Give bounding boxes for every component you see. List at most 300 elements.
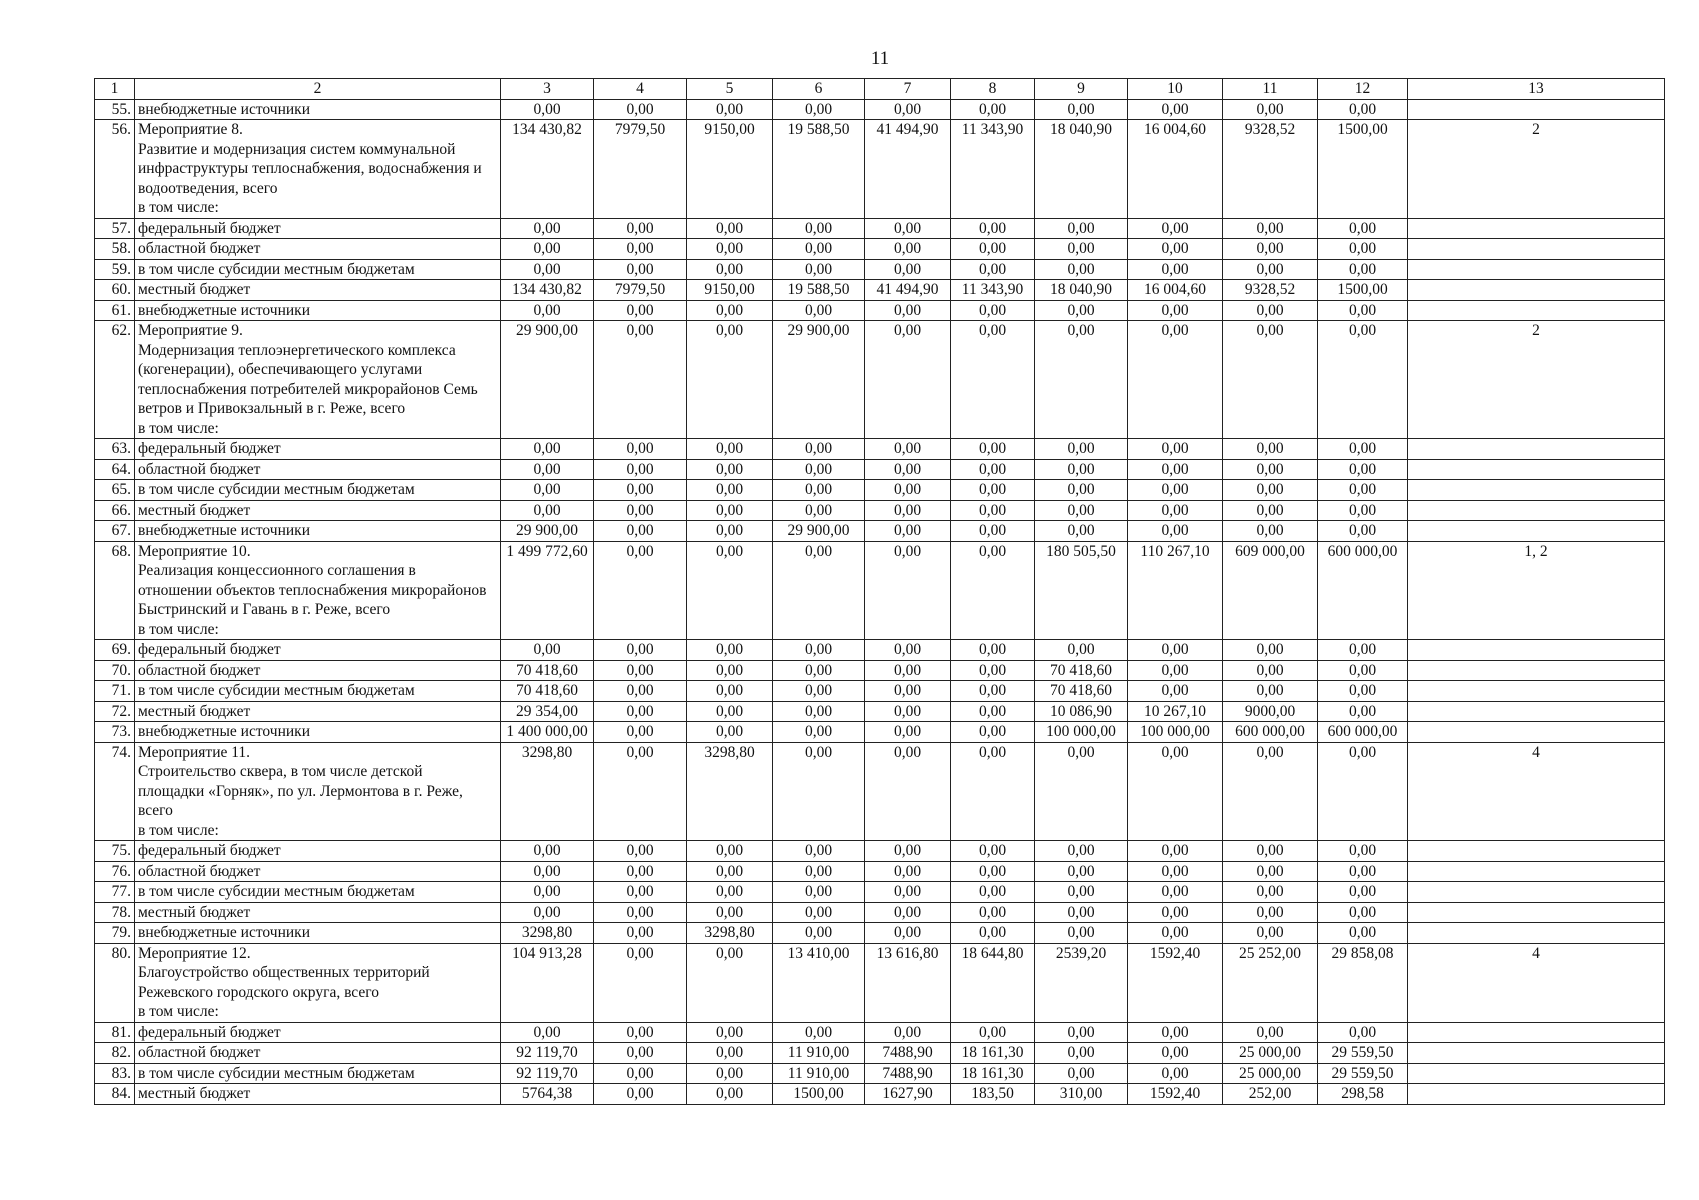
column-header-10: 10 bbox=[1128, 79, 1223, 100]
value-cell-col-5: 0,00 bbox=[687, 99, 773, 120]
value-cell-col-11: 0,00 bbox=[1223, 882, 1318, 903]
value-cell-col-5: 0,00 bbox=[687, 239, 773, 260]
value-cell-col-3: 0,00 bbox=[501, 99, 594, 120]
table-row bbox=[95, 280, 1665, 301]
value-cell-col-8: 0,00 bbox=[951, 99, 1035, 120]
target-reference-cell bbox=[1408, 459, 1665, 480]
value-cell-col-12: 0,00 bbox=[1318, 521, 1408, 542]
value-cell-col-7: 41 494,90 bbox=[865, 280, 951, 301]
value-cell-col-11: 25 000,00 bbox=[1223, 1063, 1318, 1084]
row-description bbox=[135, 541, 501, 640]
row-description bbox=[135, 882, 501, 903]
value-cell-col-10: 16 004,60 bbox=[1128, 120, 1223, 219]
description-line: в том числе: bbox=[138, 419, 219, 437]
target-reference-cell bbox=[1408, 480, 1665, 501]
value-cell-col-8: 0,00 bbox=[951, 218, 1035, 239]
value-cell-col-3: 70 418,60 bbox=[501, 681, 594, 702]
description-line: Мероприятие 11. bbox=[138, 743, 251, 761]
description-line: в том числе субсидии местным бюджетам bbox=[138, 260, 415, 278]
row-number: 82. bbox=[95, 1043, 135, 1064]
value-cell-col-5: 9150,00 bbox=[687, 280, 773, 301]
value-cell-col-10: 0,00 bbox=[1128, 259, 1223, 280]
value-cell-col-3: 0,00 bbox=[501, 500, 594, 521]
value-cell-col-7: 0,00 bbox=[865, 239, 951, 260]
value-cell-col-6: 0,00 bbox=[773, 861, 865, 882]
row-description bbox=[135, 99, 501, 120]
value-cell-col-10: 0,00 bbox=[1128, 459, 1223, 480]
value-cell-col-6: 0,00 bbox=[773, 218, 865, 239]
value-cell-col-4: 0,00 bbox=[594, 701, 687, 722]
value-cell-col-3: 1 499 772,60 bbox=[501, 541, 594, 640]
value-cell-col-6: 0,00 bbox=[773, 1022, 865, 1043]
row-description bbox=[135, 500, 501, 521]
value-cell-col-6: 29 900,00 bbox=[773, 521, 865, 542]
value-cell-col-4: 0,00 bbox=[594, 459, 687, 480]
target-reference-cell bbox=[1408, 681, 1665, 702]
value-cell-col-7: 0,00 bbox=[865, 681, 951, 702]
table-row bbox=[95, 841, 1665, 862]
value-cell-col-5: 0,00 bbox=[687, 439, 773, 460]
table-row bbox=[95, 521, 1665, 542]
row-description bbox=[135, 218, 501, 239]
value-cell-col-7: 0,00 bbox=[865, 923, 951, 944]
description-line: внебюджетные источники bbox=[138, 723, 310, 740]
row-description bbox=[135, 521, 501, 542]
value-cell-col-4: 0,00 bbox=[594, 861, 687, 882]
value-cell-col-4: 0,00 bbox=[594, 259, 687, 280]
value-cell-col-10: 0,00 bbox=[1128, 640, 1223, 661]
value-cell-col-9: 100 000,00 bbox=[1035, 722, 1128, 743]
value-cell-col-8: 11 343,90 bbox=[951, 120, 1035, 219]
description-line: областной бюджет bbox=[138, 661, 261, 679]
value-cell-col-9: 18 040,90 bbox=[1035, 120, 1128, 219]
column-header-8: 8 bbox=[951, 79, 1035, 100]
value-cell-col-5: 0,00 bbox=[687, 218, 773, 239]
value-cell-col-3: 0,00 bbox=[501, 480, 594, 501]
value-cell-col-8: 11 343,90 bbox=[951, 280, 1035, 301]
value-cell-col-6: 29 900,00 bbox=[773, 321, 865, 439]
value-cell-col-3: 0,00 bbox=[501, 459, 594, 480]
value-cell-col-8: 0,00 bbox=[951, 640, 1035, 661]
value-cell-col-10: 0,00 bbox=[1128, 239, 1223, 260]
value-cell-col-3: 0,00 bbox=[501, 882, 594, 903]
column-header-9: 9 bbox=[1035, 79, 1128, 100]
value-cell-col-7: 0,00 bbox=[865, 841, 951, 862]
value-cell-col-3: 104 913,28 bbox=[501, 943, 594, 1022]
description-line: Режевского городского округа, всего bbox=[138, 983, 379, 1001]
value-cell-col-12: 0,00 bbox=[1318, 218, 1408, 239]
description-line: инфраструктуры теплоснабжения, водоснабжения и bbox=[138, 160, 482, 177]
value-cell-col-4: 0,00 bbox=[594, 99, 687, 120]
value-cell-col-12: 0,00 bbox=[1318, 640, 1408, 661]
value-cell-col-12: 0,00 bbox=[1318, 321, 1408, 439]
description-line: местный бюджет bbox=[138, 702, 251, 720]
value-cell-col-3: 29 900,00 bbox=[501, 521, 594, 542]
value-cell-col-11: 0,00 bbox=[1223, 1022, 1318, 1043]
row-description bbox=[135, 902, 501, 923]
table-row bbox=[95, 1043, 1665, 1064]
description-line: в том числе: bbox=[138, 199, 219, 216]
value-cell-col-7: 0,00 bbox=[865, 480, 951, 501]
value-cell-col-11: 0,00 bbox=[1223, 321, 1318, 439]
table-body bbox=[95, 99, 1665, 1104]
description-line: в том числе субсидии местным бюджетам bbox=[138, 481, 415, 498]
value-cell-col-4: 0,00 bbox=[594, 660, 687, 681]
description-line: внебюджетные источники bbox=[138, 100, 310, 118]
table-row bbox=[95, 459, 1665, 480]
row-description bbox=[135, 1022, 501, 1043]
value-cell-col-10: 0,00 bbox=[1128, 841, 1223, 862]
value-cell-col-7: 41 494,90 bbox=[865, 120, 951, 219]
row-number: 60. bbox=[95, 280, 135, 301]
description-line: Развитие и модернизация систем коммунальной bbox=[138, 140, 456, 158]
description-line: (когенерации), обеспечивающего услугами bbox=[138, 361, 423, 378]
value-cell-col-5: 0,00 bbox=[687, 882, 773, 903]
description-line: федеральный бюджет bbox=[138, 641, 281, 658]
value-cell-col-6: 0,00 bbox=[773, 923, 865, 944]
value-cell-col-6: 0,00 bbox=[773, 500, 865, 521]
row-description bbox=[135, 742, 501, 841]
value-cell-col-6: 0,00 bbox=[773, 660, 865, 681]
value-cell-col-9: 0,00 bbox=[1035, 500, 1128, 521]
value-cell-col-8: 0,00 bbox=[951, 882, 1035, 903]
target-reference-cell bbox=[1408, 99, 1665, 120]
target-reference-cell bbox=[1408, 640, 1665, 661]
value-cell-col-8: 0,00 bbox=[951, 321, 1035, 439]
value-cell-col-12: 0,00 bbox=[1318, 841, 1408, 862]
description-line: областной бюджет bbox=[138, 240, 261, 257]
value-cell-col-10: 0,00 bbox=[1128, 321, 1223, 439]
description-line: местный бюджет bbox=[138, 903, 251, 921]
value-cell-col-10: 100 000,00 bbox=[1128, 722, 1223, 743]
table-row bbox=[95, 882, 1665, 903]
value-cell-col-6: 0,00 bbox=[773, 722, 865, 743]
value-cell-col-4: 0,00 bbox=[594, 902, 687, 923]
value-cell-col-12: 0,00 bbox=[1318, 923, 1408, 944]
description-line: теплоснабжения потребителей микрорайонов Семь bbox=[138, 380, 478, 398]
row-description bbox=[135, 1043, 501, 1064]
value-cell-col-12: 0,00 bbox=[1318, 681, 1408, 702]
value-cell-col-9: 0,00 bbox=[1035, 1063, 1128, 1084]
description-line: в том числе субсидии местным бюджетам bbox=[138, 1064, 415, 1082]
table-row bbox=[95, 439, 1665, 460]
row-number: 68. bbox=[95, 541, 135, 640]
value-cell-col-12: 0,00 bbox=[1318, 459, 1408, 480]
row-number: 71. bbox=[95, 681, 135, 702]
value-cell-col-9: 0,00 bbox=[1035, 239, 1128, 260]
row-description bbox=[135, 1063, 501, 1084]
value-cell-col-12: 0,00 bbox=[1318, 882, 1408, 903]
value-cell-col-5: 0,00 bbox=[687, 1063, 773, 1084]
value-cell-col-6: 0,00 bbox=[773, 701, 865, 722]
row-description bbox=[135, 120, 501, 219]
value-cell-col-8: 183,50 bbox=[951, 1084, 1035, 1105]
value-cell-col-6: 0,00 bbox=[773, 640, 865, 661]
value-cell-col-5: 0,00 bbox=[687, 480, 773, 501]
value-cell-col-10: 0,00 bbox=[1128, 681, 1223, 702]
value-cell-col-11: 0,00 bbox=[1223, 500, 1318, 521]
target-reference-cell bbox=[1408, 280, 1665, 301]
value-cell-col-5: 0,00 bbox=[687, 841, 773, 862]
table-row bbox=[95, 239, 1665, 260]
value-cell-col-4: 0,00 bbox=[594, 521, 687, 542]
value-cell-col-4: 0,00 bbox=[594, 1043, 687, 1064]
value-cell-col-7: 0,00 bbox=[865, 439, 951, 460]
value-cell-col-9: 0,00 bbox=[1035, 218, 1128, 239]
target-reference-cell bbox=[1408, 218, 1665, 239]
value-cell-col-11: 0,00 bbox=[1223, 521, 1318, 542]
target-reference-cell: 2 bbox=[1408, 321, 1665, 439]
budget-table bbox=[94, 78, 1665, 1105]
value-cell-col-9: 0,00 bbox=[1035, 1043, 1128, 1064]
table-row bbox=[95, 120, 1665, 219]
value-cell-col-8: 0,00 bbox=[951, 500, 1035, 521]
target-reference-cell: 1, 2 bbox=[1408, 541, 1665, 640]
value-cell-col-6: 0,00 bbox=[773, 459, 865, 480]
row-description bbox=[135, 259, 501, 280]
description-line: внебюджетные источники bbox=[138, 924, 310, 941]
row-description bbox=[135, 722, 501, 743]
target-reference-cell bbox=[1408, 500, 1665, 521]
value-cell-col-7: 0,00 bbox=[865, 459, 951, 480]
description-line: в том числе: bbox=[138, 821, 219, 839]
row-number: 55. bbox=[95, 99, 135, 120]
row-number: 83. bbox=[95, 1063, 135, 1084]
value-cell-col-6: 0,00 bbox=[773, 439, 865, 460]
value-cell-col-8: 0,00 bbox=[951, 480, 1035, 501]
table-row bbox=[95, 99, 1665, 120]
value-cell-col-4: 0,00 bbox=[594, 480, 687, 501]
value-cell-col-10: 0,00 bbox=[1128, 1043, 1223, 1064]
column-header-4: 4 bbox=[594, 79, 687, 100]
value-cell-col-6: 11 910,00 bbox=[773, 1043, 865, 1064]
value-cell-col-12: 0,00 bbox=[1318, 99, 1408, 120]
value-cell-col-11: 9328,52 bbox=[1223, 280, 1318, 301]
row-description bbox=[135, 861, 501, 882]
value-cell-col-10: 1592,40 bbox=[1128, 1084, 1223, 1105]
value-cell-col-7: 7488,90 bbox=[865, 1043, 951, 1064]
row-number: 72. bbox=[95, 701, 135, 722]
value-cell-col-12: 0,00 bbox=[1318, 861, 1408, 882]
value-cell-col-3: 5764,38 bbox=[501, 1084, 594, 1105]
value-cell-col-6: 0,00 bbox=[773, 259, 865, 280]
value-cell-col-9: 70 418,60 bbox=[1035, 681, 1128, 702]
value-cell-col-10: 0,00 bbox=[1128, 1022, 1223, 1043]
value-cell-col-9: 310,00 bbox=[1035, 1084, 1128, 1105]
value-cell-col-11: 600 000,00 bbox=[1223, 722, 1318, 743]
description-line: местный бюджет bbox=[138, 1085, 251, 1102]
value-cell-col-11: 0,00 bbox=[1223, 218, 1318, 239]
value-cell-col-3: 3298,80 bbox=[501, 742, 594, 841]
value-cell-col-8: 0,00 bbox=[951, 722, 1035, 743]
row-description bbox=[135, 239, 501, 260]
value-cell-col-5: 3298,80 bbox=[687, 923, 773, 944]
table-row bbox=[95, 681, 1665, 702]
value-cell-col-9: 0,00 bbox=[1035, 321, 1128, 439]
value-cell-col-5: 0,00 bbox=[687, 321, 773, 439]
description-line: федеральный бюджет bbox=[138, 440, 281, 457]
value-cell-col-10: 0,00 bbox=[1128, 902, 1223, 923]
value-cell-col-6: 11 910,00 bbox=[773, 1063, 865, 1084]
description-line: Реализация концессионного соглашения в bbox=[138, 562, 416, 579]
value-cell-col-3: 0,00 bbox=[501, 259, 594, 280]
value-cell-col-3: 0,00 bbox=[501, 902, 594, 923]
value-cell-col-9: 0,00 bbox=[1035, 521, 1128, 542]
value-cell-col-9: 70 418,60 bbox=[1035, 660, 1128, 681]
value-cell-col-10: 0,00 bbox=[1128, 1063, 1223, 1084]
value-cell-col-5: 0,00 bbox=[687, 521, 773, 542]
value-cell-col-6: 0,00 bbox=[773, 681, 865, 702]
row-description bbox=[135, 923, 501, 944]
value-cell-col-11: 0,00 bbox=[1223, 742, 1318, 841]
value-cell-col-4: 0,00 bbox=[594, 239, 687, 260]
value-cell-col-11: 0,00 bbox=[1223, 841, 1318, 862]
target-reference-cell bbox=[1408, 1043, 1665, 1064]
column-header-5: 5 bbox=[687, 79, 773, 100]
target-reference-cell bbox=[1408, 259, 1665, 280]
table-row bbox=[95, 541, 1665, 640]
column-header-2: 2 bbox=[135, 79, 501, 100]
value-cell-col-9: 0,00 bbox=[1035, 480, 1128, 501]
value-cell-col-3: 134 430,82 bbox=[501, 280, 594, 301]
value-cell-col-7: 0,00 bbox=[865, 541, 951, 640]
target-reference-cell bbox=[1408, 439, 1665, 460]
description-line: местный бюджет bbox=[138, 501, 251, 519]
value-cell-col-8: 0,00 bbox=[951, 742, 1035, 841]
value-cell-col-7: 0,00 bbox=[865, 259, 951, 280]
value-cell-col-11: 0,00 bbox=[1223, 99, 1318, 120]
description-line: Мероприятие 8. bbox=[138, 121, 243, 138]
row-number: 66. bbox=[95, 500, 135, 521]
value-cell-col-4: 7979,50 bbox=[594, 120, 687, 219]
value-cell-col-10: 0,00 bbox=[1128, 521, 1223, 542]
value-cell-col-5: 0,00 bbox=[687, 722, 773, 743]
table-row bbox=[95, 1084, 1665, 1105]
value-cell-col-8: 0,00 bbox=[951, 861, 1035, 882]
value-cell-col-3: 0,00 bbox=[501, 841, 594, 862]
row-number: 84. bbox=[95, 1084, 135, 1105]
value-cell-col-11: 25 000,00 bbox=[1223, 1043, 1318, 1064]
value-cell-col-7: 1627,90 bbox=[865, 1084, 951, 1105]
value-cell-col-5: 0,00 bbox=[687, 459, 773, 480]
row-description bbox=[135, 321, 501, 439]
row-number: 62. bbox=[95, 321, 135, 439]
row-number: 77. bbox=[95, 882, 135, 903]
value-cell-col-5: 0,00 bbox=[687, 259, 773, 280]
value-cell-col-12: 1500,00 bbox=[1318, 120, 1408, 219]
value-cell-col-9: 0,00 bbox=[1035, 459, 1128, 480]
target-reference-cell bbox=[1408, 841, 1665, 862]
target-reference-cell bbox=[1408, 1022, 1665, 1043]
value-cell-col-10: 10 267,10 bbox=[1128, 701, 1223, 722]
value-cell-col-8: 0,00 bbox=[951, 660, 1035, 681]
value-cell-col-6: 0,00 bbox=[773, 99, 865, 120]
value-cell-col-9: 0,00 bbox=[1035, 259, 1128, 280]
table-row bbox=[95, 259, 1665, 280]
table-row bbox=[95, 701, 1665, 722]
table-row bbox=[95, 943, 1665, 1022]
value-cell-col-6: 0,00 bbox=[773, 882, 865, 903]
value-cell-col-6: 0,00 bbox=[773, 902, 865, 923]
row-description bbox=[135, 280, 501, 301]
value-cell-col-10: 0,00 bbox=[1128, 500, 1223, 521]
description-line: Благоустройство общественных территорий bbox=[138, 964, 430, 981]
column-header-1: 1 bbox=[95, 79, 135, 100]
value-cell-col-10: 0,00 bbox=[1128, 439, 1223, 460]
value-cell-col-10: 0,00 bbox=[1128, 861, 1223, 882]
table-row bbox=[95, 923, 1665, 944]
table-row bbox=[95, 480, 1665, 501]
value-cell-col-4: 0,00 bbox=[594, 500, 687, 521]
table-row bbox=[95, 722, 1665, 743]
target-reference-cell bbox=[1408, 1063, 1665, 1084]
target-reference-cell bbox=[1408, 861, 1665, 882]
value-cell-col-12: 0,00 bbox=[1318, 259, 1408, 280]
value-cell-col-3: 92 119,70 bbox=[501, 1063, 594, 1084]
description-line: внебюджетные источники bbox=[138, 522, 310, 539]
value-cell-col-10: 0,00 bbox=[1128, 480, 1223, 501]
value-cell-col-8: 0,00 bbox=[951, 541, 1035, 640]
table-row bbox=[95, 861, 1665, 882]
value-cell-col-5: 3298,80 bbox=[687, 742, 773, 841]
target-reference-cell: 4 bbox=[1408, 943, 1665, 1022]
value-cell-col-4: 0,00 bbox=[594, 541, 687, 640]
value-cell-col-12: 1500,00 bbox=[1318, 280, 1408, 301]
value-cell-col-9: 0,00 bbox=[1035, 1022, 1128, 1043]
table-row bbox=[95, 500, 1665, 521]
row-number: 57. bbox=[95, 218, 135, 239]
column-header-7: 7 bbox=[865, 79, 951, 100]
value-cell-col-3: 0,00 bbox=[501, 300, 594, 321]
value-cell-col-5: 0,00 bbox=[687, 861, 773, 882]
row-number: 63. bbox=[95, 439, 135, 460]
value-cell-col-9: 0,00 bbox=[1035, 300, 1128, 321]
row-number: 79. bbox=[95, 923, 135, 944]
description-line: Модернизация теплоэнергетического комплекса bbox=[138, 341, 456, 359]
description-line: площадки «Горняк», по ул. Лермонтова в г. Реже, bbox=[138, 782, 463, 800]
value-cell-col-5: 0,00 bbox=[687, 701, 773, 722]
description-line: ветров и Привокзальный в г. Реже, всего bbox=[138, 400, 406, 417]
value-cell-col-4: 0,00 bbox=[594, 300, 687, 321]
value-cell-col-8: 18 161,30 bbox=[951, 1043, 1035, 1064]
row-description bbox=[135, 660, 501, 681]
table-row bbox=[95, 640, 1665, 661]
value-cell-col-11: 0,00 bbox=[1223, 923, 1318, 944]
value-cell-col-7: 13 616,80 bbox=[865, 943, 951, 1022]
value-cell-col-10: 16 004,60 bbox=[1128, 280, 1223, 301]
target-reference-cell bbox=[1408, 239, 1665, 260]
value-cell-col-9: 0,00 bbox=[1035, 99, 1128, 120]
value-cell-col-11: 0,00 bbox=[1223, 480, 1318, 501]
value-cell-col-12: 0,00 bbox=[1318, 902, 1408, 923]
value-cell-col-12: 0,00 bbox=[1318, 300, 1408, 321]
value-cell-col-8: 0,00 bbox=[951, 681, 1035, 702]
row-description bbox=[135, 701, 501, 722]
row-number: 73. bbox=[95, 722, 135, 743]
value-cell-col-7: 0,00 bbox=[865, 902, 951, 923]
row-number: 75. bbox=[95, 841, 135, 862]
value-cell-col-12: 0,00 bbox=[1318, 701, 1408, 722]
value-cell-col-12: 0,00 bbox=[1318, 439, 1408, 460]
value-cell-col-6: 0,00 bbox=[773, 742, 865, 841]
row-number: 74. bbox=[95, 742, 135, 841]
value-cell-col-9: 18 040,90 bbox=[1035, 280, 1128, 301]
value-cell-col-6: 0,00 bbox=[773, 300, 865, 321]
description-line: Мероприятие 10. bbox=[138, 542, 251, 560]
row-number: 69. bbox=[95, 640, 135, 661]
row-description bbox=[135, 640, 501, 661]
value-cell-col-11: 9000,00 bbox=[1223, 701, 1318, 722]
